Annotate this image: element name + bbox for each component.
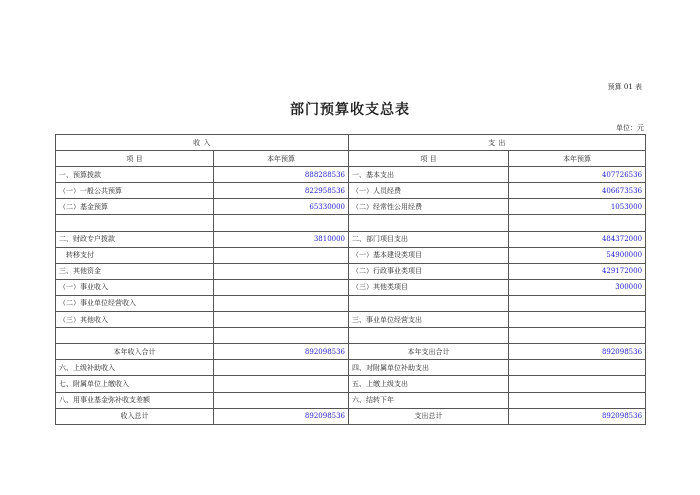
income-budget-cell (214, 279, 349, 295)
expense-item-cell: （二）行政事业类项目 (349, 263, 509, 279)
expense-budget-cell: 407726536 (509, 167, 646, 183)
income-budget-cell: 888288536 (214, 167, 349, 183)
income-item-cell (56, 215, 214, 231)
table-row (56, 279, 646, 295)
income-item-cell: （一）一般公共预算 (56, 183, 214, 199)
expense-budget-cell (509, 215, 646, 231)
expense-budget-cell (509, 328, 646, 344)
expense-budget-cell (509, 392, 646, 408)
income-budget-cell: 3810000 (214, 231, 349, 247)
expense-item-header: 项 目 (349, 151, 509, 167)
table-row (56, 263, 646, 279)
table-row (56, 199, 646, 215)
income-budget-cell (214, 328, 349, 344)
income-item-cell: 转移支付 (56, 247, 214, 263)
income-item-cell: （三）其他收入 (56, 312, 214, 328)
income-budget-cell (214, 247, 349, 263)
income-budget-header: 本年预算 (214, 151, 349, 167)
income-item-cell: （一）事业收入 (56, 279, 214, 295)
income-item-cell: 本年收入合计 (56, 344, 214, 360)
expense-budget-cell (509, 312, 646, 328)
expense-budget-cell (509, 376, 646, 392)
unit-label: 单位：元 (616, 124, 644, 132)
expense-item-cell (349, 295, 509, 311)
expense-budget-header: 本年预算 (509, 151, 646, 167)
budget-summary-table (55, 134, 646, 425)
table-row (56, 344, 646, 360)
expense-budget-cell (509, 360, 646, 376)
income-budget-cell (214, 392, 349, 408)
expense-item-cell: 二、部门项目支出 (349, 231, 509, 247)
income-budget-cell (214, 295, 349, 311)
income-budget-cell: 892098536 (214, 408, 349, 424)
table-row (56, 312, 646, 328)
table-row (56, 392, 646, 408)
expense-budget-cell: 892098536 (509, 344, 646, 360)
table-row (56, 408, 646, 424)
income-item-cell: 六、上级补助收入 (56, 360, 214, 376)
expense-item-cell: 支出总计 (349, 408, 509, 424)
expense-budget-cell (509, 295, 646, 311)
income-item-cell: 三、其他资金 (56, 263, 214, 279)
expense-item-cell (349, 215, 509, 231)
table-header-row (56, 135, 646, 151)
income-item-cell: 七、附属单位上缴收入 (56, 376, 214, 392)
table-row (56, 328, 646, 344)
table-row (56, 215, 646, 231)
table-row (56, 167, 646, 183)
expense-item-cell: （一）基本建设类项目 (349, 247, 509, 263)
income-budget-cell (214, 360, 349, 376)
income-item-header: 项 目 (56, 151, 214, 167)
income-item-cell: （二）事业单位经营收入 (56, 295, 214, 311)
income-budget-cell: 892098536 (214, 344, 349, 360)
form-number: 预算 01 表 (607, 83, 642, 91)
expense-budget-cell: 1053000 (509, 199, 646, 215)
income-item-cell: 收入总计 (56, 408, 214, 424)
expense-budget-cell: 484372000 (509, 231, 646, 247)
income-budget-cell (214, 376, 349, 392)
income-budget-cell (214, 263, 349, 279)
expense-item-cell: 本年支出合计 (349, 344, 509, 360)
income-header: 收 入 (56, 135, 349, 151)
income-budget-cell (214, 312, 349, 328)
expense-budget-cell: 300000 (509, 279, 646, 295)
expense-item-cell: 六、结转下年 (349, 392, 509, 408)
income-item-cell: 二、财政专户拨款 (56, 231, 214, 247)
table-row (56, 360, 646, 376)
table-row (56, 247, 646, 263)
expense-budget-cell: 892098536 (509, 408, 646, 424)
expense-budget-cell: 54900000 (509, 247, 646, 263)
expense-item-cell: 五、上缴上级支出 (349, 376, 509, 392)
income-item-cell: 八、用事业基金弥补收支差额 (56, 392, 214, 408)
table-subheader-row (56, 151, 646, 167)
expense-item-cell (349, 328, 509, 344)
income-item-cell (56, 328, 214, 344)
expense-item-cell: （二）经常性公用经费 (349, 199, 509, 215)
page-title: 部门预算收支总表 (290, 102, 410, 118)
income-budget-cell (214, 215, 349, 231)
table-row (56, 376, 646, 392)
table-row (56, 231, 646, 247)
income-budget-cell: 65330000 (214, 199, 349, 215)
expense-item-cell: （一）人员经费 (349, 183, 509, 199)
expense-item-cell: （三）其他类项目 (349, 279, 509, 295)
income-item-cell: 一、预算拨款 (56, 167, 214, 183)
table-row (56, 295, 646, 311)
expense-budget-cell: 429172000 (509, 263, 646, 279)
expense-item-cell: 一、基本支出 (349, 167, 509, 183)
expense-item-cell: 四、对附属单位补助支出 (349, 360, 509, 376)
expense-header: 支 出 (349, 135, 646, 151)
table-row (56, 183, 646, 199)
expense-budget-cell: 406673536 (509, 183, 646, 199)
income-item-cell: （二）基金预算 (56, 199, 214, 215)
income-budget-cell: 822958536 (214, 183, 349, 199)
expense-item-cell: 三、事业单位经营支出 (349, 312, 509, 328)
